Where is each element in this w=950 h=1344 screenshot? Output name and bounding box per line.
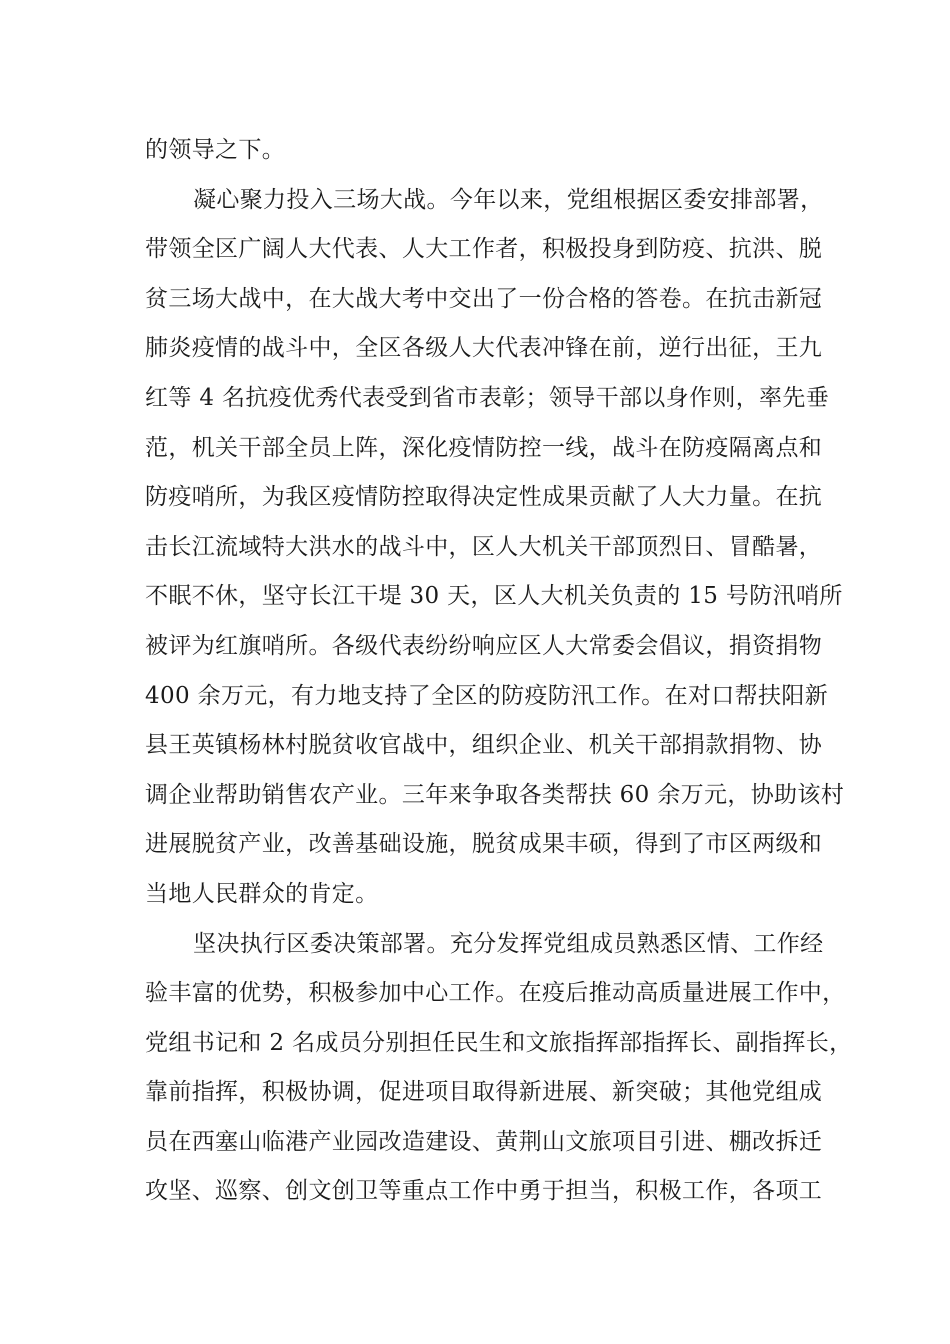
text-line: 贫三场大战中，在大战大考中交出了一份合格的答卷。在抗击新冠	[145, 285, 823, 312]
text-line: 验丰富的优势，积极参加中心工作。在疫后推动高质量进展工作中，	[145, 980, 846, 1007]
text-line: 范，机关干部全员上阵，深化疫情防控一线，战斗在防疫隔离点和	[145, 434, 823, 461]
text-line: 不眠不休，坚守长江干堤 30 天，区人大机关负责的 15 号防汛哨所	[145, 583, 843, 610]
text-line: 县王英镇杨林村脱贫收官战中，组织企业、机关干部捐款捐物、协	[145, 732, 823, 759]
text-line: 当地人民群众的肯定。	[145, 880, 379, 907]
text-line: 带领全区广阔人大代表、人大工作者，积极投身到防疫、抗洪、脱	[145, 236, 823, 263]
text-line: 攻坚、巡察、创文创卫等重点工作中勇于担当，积极工作，各项工	[145, 1178, 823, 1205]
text-line: 防疫哨所，为我区疫情防控取得决定性成果贡献了人大力量。在抗	[145, 484, 823, 511]
text-line: 进展脱贫产业，改善基础设施，脱贫成果丰硕，得到了市区两级和	[145, 831, 823, 858]
document-body	[145, 126, 853, 1217]
text-line: 党组书记和 2 名成员分别担任民生和文旅指挥部指挥长、副指挥长，	[145, 1029, 853, 1056]
paragraph-first-line: 凝心聚力投入三场大战。今年以来，党组根据区委安排部署，	[193, 186, 824, 213]
paragraph-first-line: 坚决执行区委决策部署。充分发挥党组成员熟悉区情、工作经	[193, 930, 824, 957]
text-line: 员在西塞山临港产业园改造建设、黄荆山文旅项目引进、棚改拆迁	[145, 1128, 823, 1155]
text-line: 靠前指挥，积极协调，促进项目取得新进展、新突破；其他党组成	[145, 1079, 823, 1106]
text-line: 肺炎疫情的战斗中，全区各级人大代表冲锋在前，逆行出征，王九	[145, 335, 823, 362]
text-line: 400 余万元，有力地支持了全区的防疫防汛工作。在对口帮扶阳新	[145, 682, 829, 709]
text-line: 被评为红旗哨所。各级代表纷纷响应区人大常委会倡议，捐资捐物	[145, 632, 823, 659]
text-line: 的领导之下。	[145, 137, 286, 163]
text-line: 调企业帮助销售农产业。三年来争取各类帮扶 60 余万元，协助该村	[145, 781, 845, 808]
text-line: 红等 4 名抗疫优秀代表受到省市表彰；领导干部以身作则，率先垂	[145, 384, 830, 411]
text-line: 击长江流域特大洪水的战斗中，区人大机关干部顶烈日、冒酷暑，	[145, 533, 823, 560]
